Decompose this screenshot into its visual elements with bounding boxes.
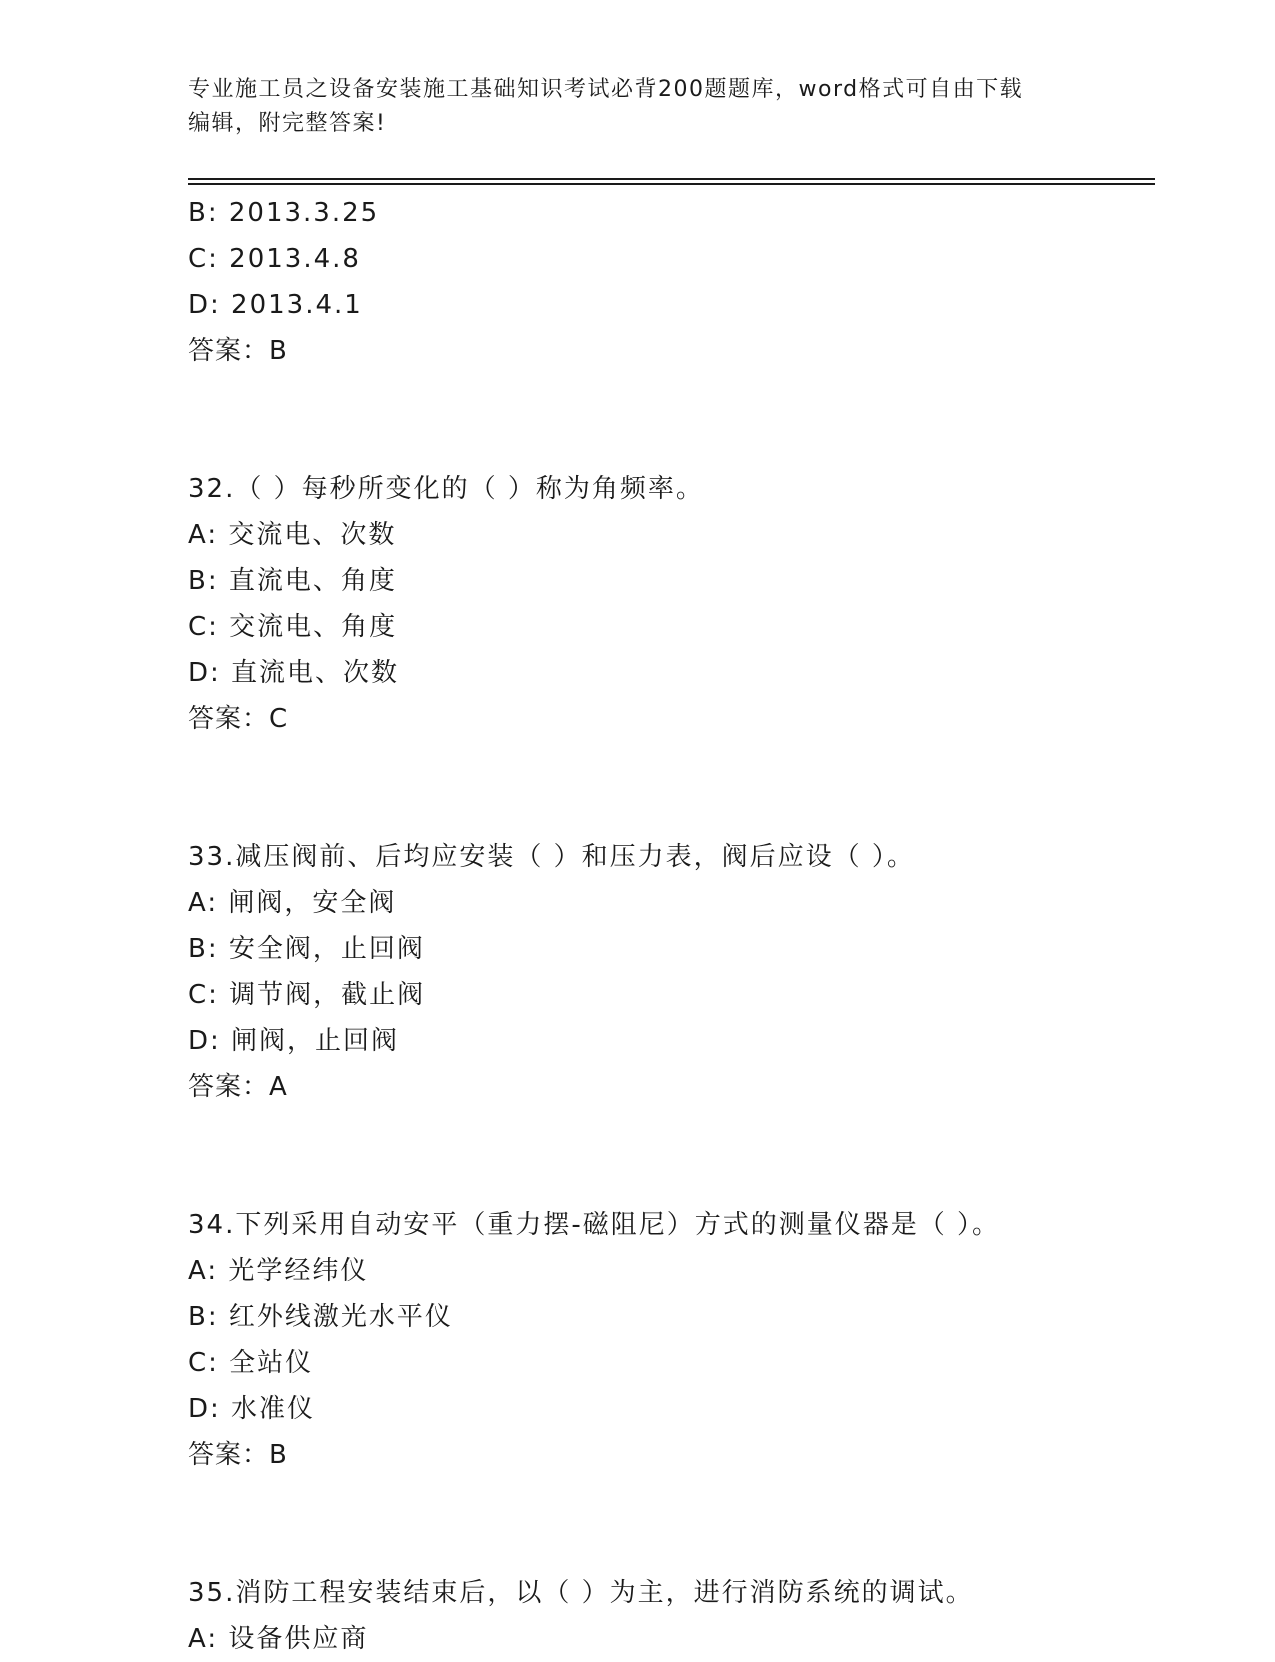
header-rule-top [188,178,1155,180]
option-b: B: 2013.3.25 [188,198,380,228]
option-a: A: 交流电、次数 [188,520,397,550]
spacer [188,1478,1155,1570]
question-32 [188,466,1155,742]
header-rule-bottom [188,183,1155,185]
question-stem: 34.下列采用自动安平（重力摆-磁阻尼）方式的测量仪器是（ ）。 [188,1210,1000,1240]
spacer [188,1110,1155,1202]
header-line-2: 编辑，附完整答案! [188,111,387,136]
option-b: B: 安全阀，止回阀 [188,934,425,964]
page-header [188,73,1088,141]
question-34 [188,1202,1155,1478]
question-31-continued [188,190,1155,374]
option-c: C: 全站仪 [188,1348,314,1378]
question-stem: 35.消防工程安装结束后，以（ ）为主，进行消防系统的调试。 [188,1578,974,1608]
answer-line: 答案：B [188,1440,288,1470]
option-c: C: 交流电、角度 [188,612,398,642]
option-c: C: 调节阀，截止阀 [188,980,426,1010]
option-d: D: 水准仪 [188,1394,316,1424]
option-b: B: 红外线激光水平仪 [188,1302,453,1332]
spacer [188,742,1155,834]
option-a: A: 光学经纬仪 [188,1256,369,1286]
option-b: B: 直流电、角度 [188,566,397,596]
option-d: D: 2013.4.1 [188,290,363,320]
option-c: C: 2013.4.8 [188,244,361,274]
question-33 [188,834,1155,1110]
answer-line: 答案：C [188,704,289,734]
question-stem: 33.减压阀前、后均应安装（ ）和压力表，阀后应设（ ）。 [188,842,915,872]
answer-line: 答案：A [188,1072,288,1102]
option-a: A: 设备供应商 [188,1624,369,1654]
question-stem: 32.（ ）每秒所变化的（ ）称为角频率。 [188,474,704,504]
header-line-1: 专业施工员之设备安装施工基础知识考试必背200题题库，word格式可自由下载 [188,77,1024,102]
option-d: D: 闸阀，止回阀 [188,1026,400,1056]
question-35 [188,1570,1155,1662]
spacer [188,374,1155,466]
option-a: A: 闸阀，安全阀 [188,888,397,918]
document-body [188,190,1155,1662]
option-d: D: 直流电、次数 [188,658,400,688]
answer-line: 答案：B [188,336,288,366]
